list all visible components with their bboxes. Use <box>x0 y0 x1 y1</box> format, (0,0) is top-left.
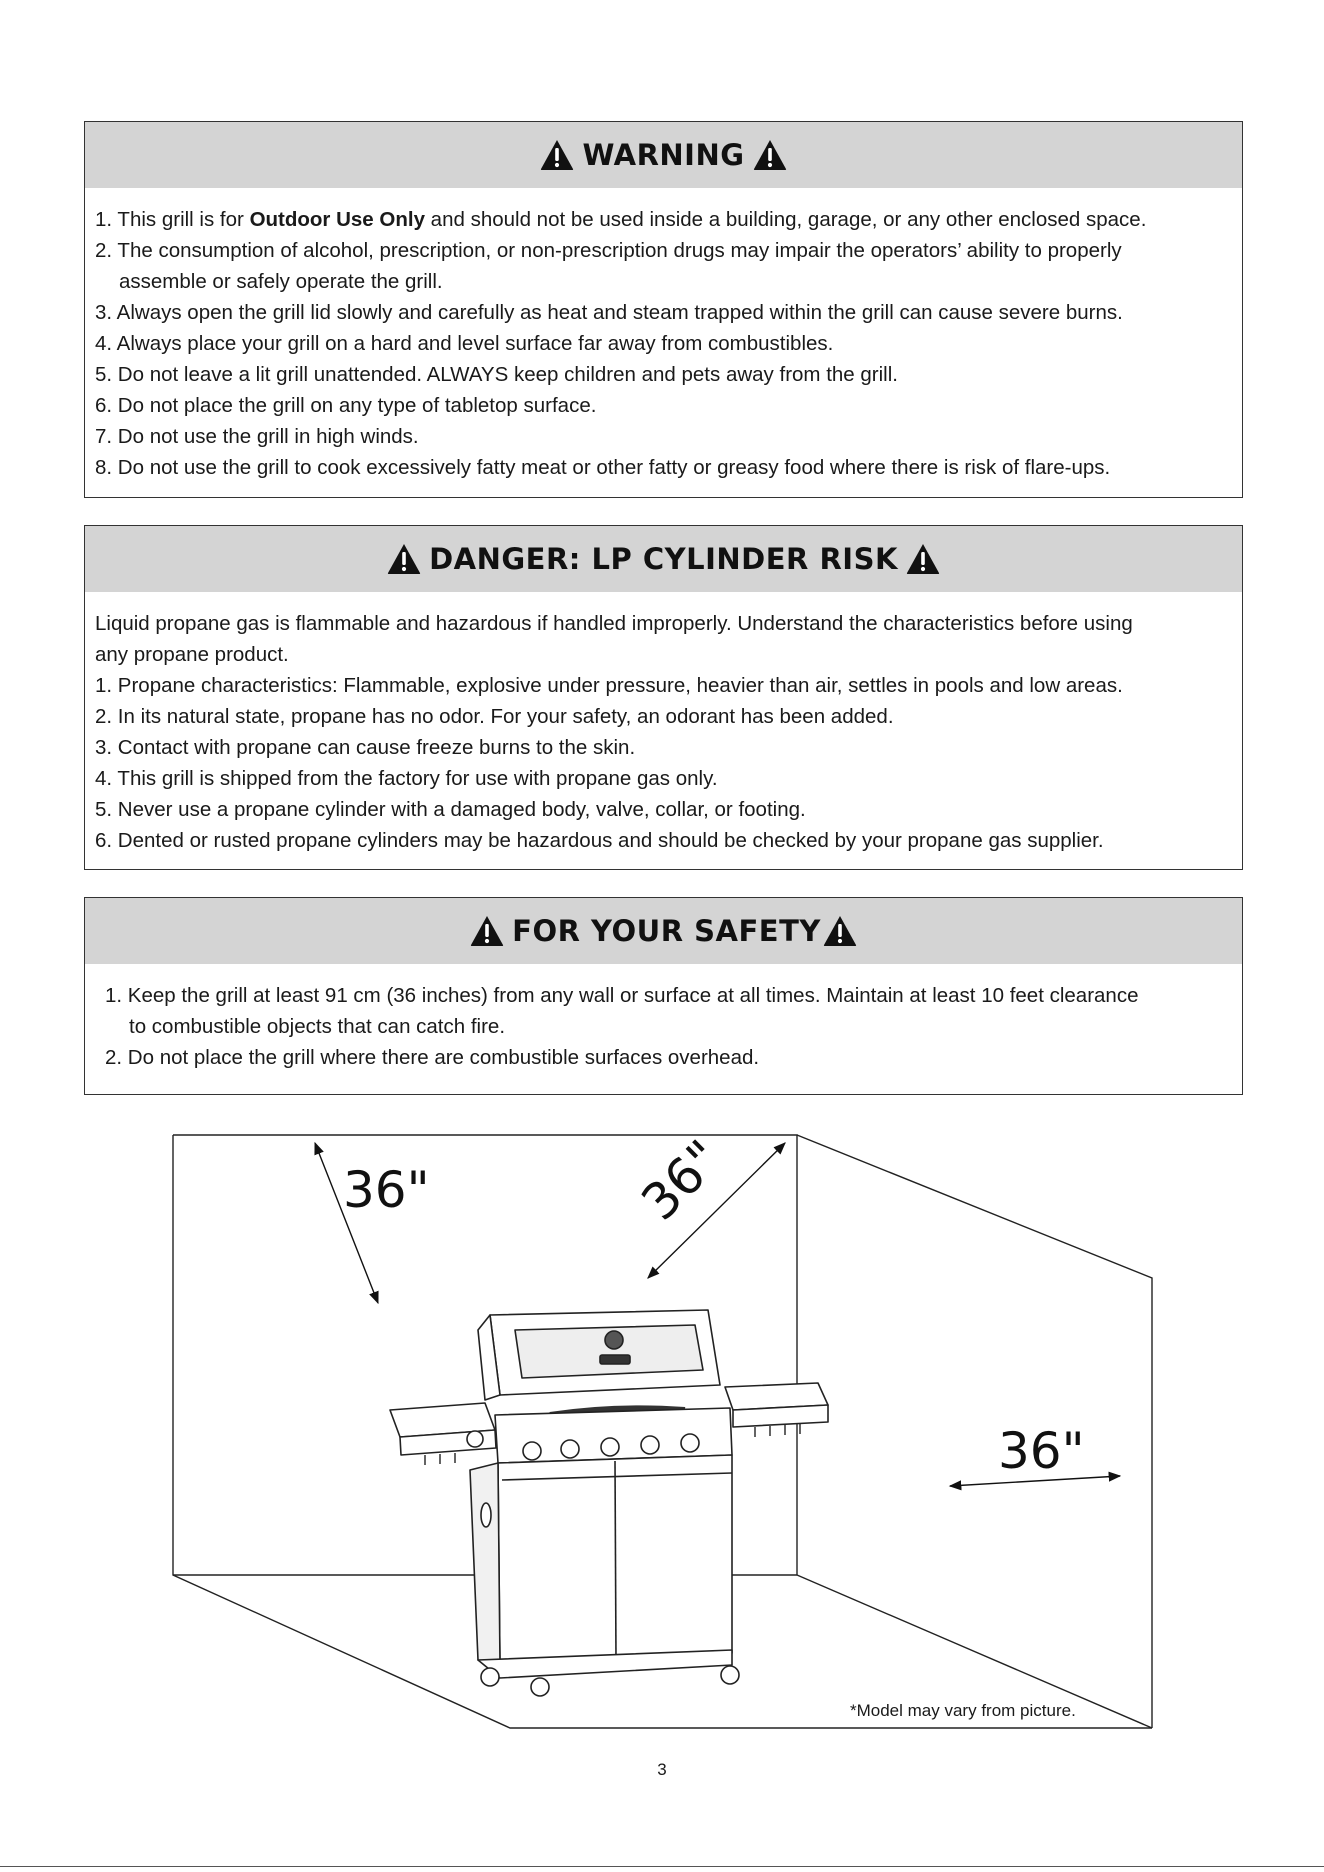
safety-item-2: 2. Do not place the grill where there are combustible surfaces overhead. <box>105 1046 760 1069</box>
danger-item-4: 4. This grill is shipped from the factory for use with propane gas only. <box>95 767 718 790</box>
danger-box <box>84 525 1243 870</box>
warning-triangle-icon <box>823 915 857 947</box>
right-wall <box>797 1135 1152 1728</box>
warning-title: WARNING <box>582 138 745 172</box>
warning-triangle-icon <box>387 543 421 575</box>
cabinet-side <box>470 1463 500 1665</box>
dim-label-left: 36" <box>343 1161 430 1219</box>
safety-box <box>84 897 1243 1095</box>
diagram-caption: *Model may vary from picture. <box>850 1701 1076 1720</box>
dim-label-right: 36" <box>998 1422 1085 1480</box>
warning-item-3: 3. Always open the grill lid slowly and carefully as heat and steam trapped within the grill can cause severe burns. <box>95 301 1123 324</box>
danger-item-3: 3. Contact with propane can cause freeze burns to the skin. <box>95 736 636 759</box>
control-knob-5 <box>681 1434 699 1452</box>
safety-header <box>85 898 1242 964</box>
danger-item-6: 6. Dented or rusted propane cylinders may be hazardous and should be checked by your propane gas supplier. <box>95 829 1104 852</box>
warning-item-7: 7. Do not use the grill in high winds. <box>95 425 419 448</box>
warning-triangle-icon <box>540 139 574 171</box>
tank-window <box>481 1503 491 1527</box>
safety-list <box>85 964 1242 1073</box>
warning-header <box>85 122 1242 188</box>
safety-item-1: 1. Keep the grill at least 91 cm (36 inches) from any wall or surface at all times. Maintain at least 10 feet clearance <box>105 984 1139 1007</box>
outdoor-use-only-emphasis: Outdoor Use Only <box>249 208 425 231</box>
warning-triangle-icon <box>470 915 504 947</box>
thermometer-icon <box>605 1331 623 1349</box>
grill-illustration <box>390 1310 828 1696</box>
page-number: 3 <box>657 1760 667 1779</box>
safety-item-1-cont: to combustible objects that can catch fire. <box>129 1015 506 1038</box>
lid-badge <box>600 1355 630 1364</box>
warning-item-8: 8. Do not use the grill to cook excessively fatty meat or other fatty or greasy food where there is risk of flare-ups. <box>95 456 1111 479</box>
warning-triangle-icon <box>753 139 787 171</box>
warning-item-6: 6. Do not place the grill on any type of tabletop surface. <box>95 394 597 417</box>
control-knob-1 <box>523 1442 541 1460</box>
warning-item-2: 2. The consumption of alcohol, prescription, or non-prescription drugs may impair the operators’ ability to properly <box>95 239 1122 262</box>
control-knob-2 <box>561 1440 579 1458</box>
dim-label-back: 36" <box>630 1129 733 1232</box>
warning-item-4: 4. Always place your grill on a hard and level surface far away from combustibles. <box>95 332 834 355</box>
danger-header <box>85 526 1242 592</box>
safety-title: FOR YOUR SAFETY <box>512 914 821 948</box>
danger-intro-cont: any propane product. <box>95 643 289 666</box>
warning-triangle-icon <box>906 543 940 575</box>
control-knob-4 <box>641 1436 659 1454</box>
warning-item-5: 5. Do not leave a lit grill unattended. ALWAYS keep children and pets away from the grill. <box>95 363 898 386</box>
warning-item-2-cont: assemble or safely operate the grill. <box>119 270 443 293</box>
danger-item-5: 5. Never use a propane cylinder with a damaged body, valve, collar, or footing. <box>95 798 806 821</box>
warning-box <box>84 121 1243 498</box>
danger-intro: Liquid propane gas is flammable and hazardous if handled improperly. Understand the characteristics before using <box>95 612 1133 635</box>
caster-wheel <box>721 1666 739 1684</box>
danger-list <box>85 592 1242 856</box>
side-burner-knob <box>467 1431 483 1447</box>
danger-item-1: 1. Propane characteristics: Flammable, explosive under pressure, heavier than air, settles in pools and low areas. <box>95 674 1123 697</box>
danger-item-2: 2. In its natural state, propane has no odor. For your safety, an odorant has been added. <box>95 705 894 728</box>
warning-item-1: 1. This grill is for Outdoor Use Only and should not be used inside a building, garage, or any other enclosed space. <box>95 208 1147 231</box>
warning-list <box>85 188 1242 483</box>
clearance-diagram <box>160 1125 1160 1745</box>
page-bottom-rule <box>0 1866 1324 1867</box>
danger-title: DANGER: LP CYLINDER RISK <box>429 542 898 576</box>
caster-wheel <box>481 1668 499 1686</box>
cabinet-door-split <box>615 1461 616 1660</box>
caster-wheel <box>531 1678 549 1696</box>
control-knob-3 <box>601 1438 619 1456</box>
